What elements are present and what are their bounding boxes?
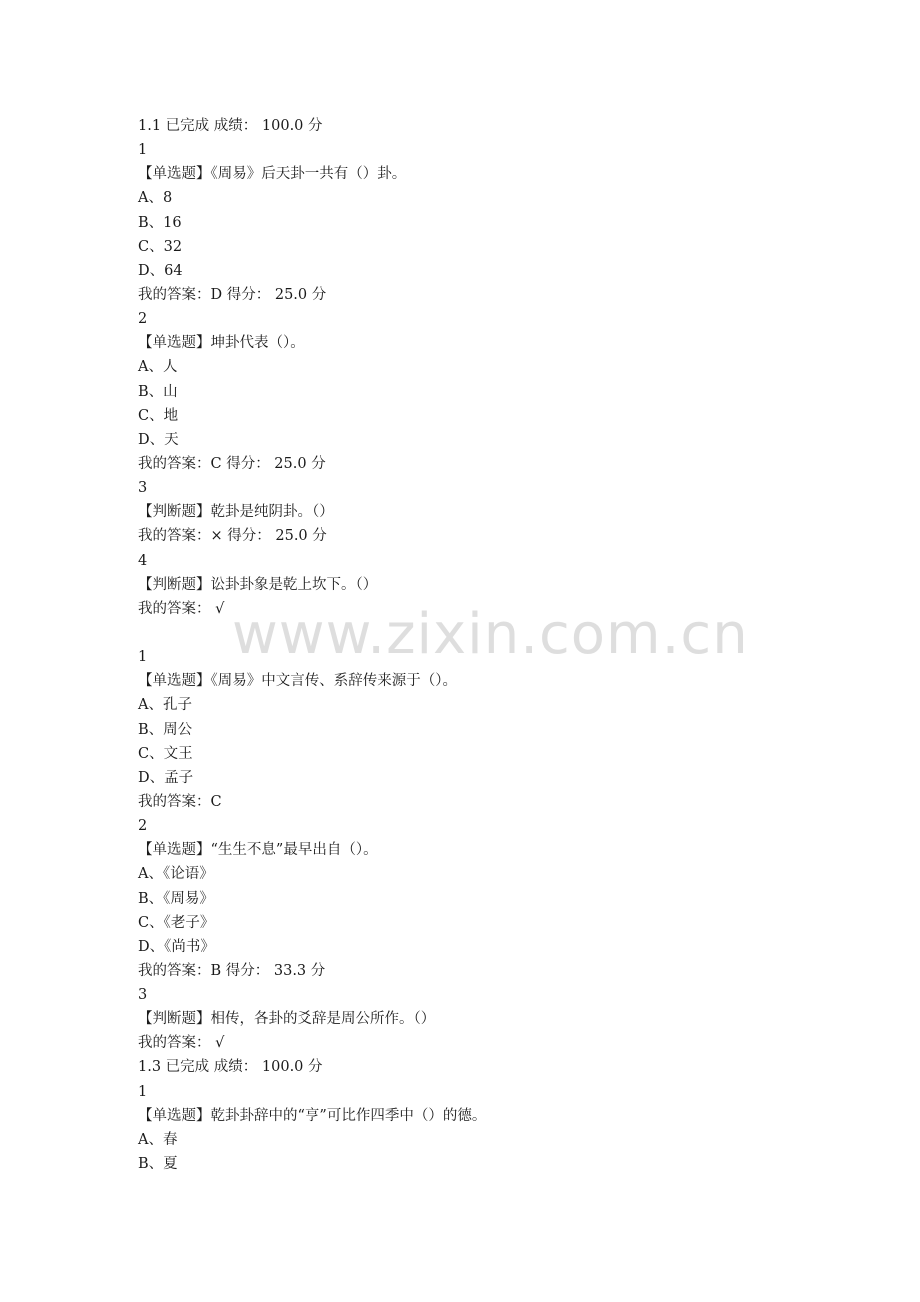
text-line: A、孔子: [138, 697, 192, 714]
text-line: 我的答案：C: [138, 793, 222, 810]
text-line: 【判断题】乾卦是纯阴卦。（）: [138, 504, 334, 521]
text-line: 我的答案： √: [138, 600, 225, 617]
document-body: [138, 114, 838, 1176]
text-line: B、16: [138, 214, 182, 231]
blank-line: [138, 621, 838, 645]
text-line: 1.1 已完成 成绩： 100.0 分: [138, 118, 323, 134]
text-line: 我的答案： √: [138, 1035, 225, 1052]
text-line: 3: [138, 987, 148, 1004]
text-line: 我的答案：× 得分： 25.0 分: [138, 528, 327, 545]
text-line: 1: [138, 649, 148, 666]
text-line: C、《老子》: [138, 914, 215, 931]
text-line: B、山: [138, 383, 178, 400]
text-line: A、春: [138, 1131, 178, 1148]
text-line: 1.3 已完成 成绩： 100.0 分: [138, 1059, 323, 1076]
text-line: 1: [138, 1083, 148, 1100]
text-line: 我的答案：C 得分： 25.0 分: [138, 455, 326, 472]
text-line: 【单选题】《周易》后天卦一共有（）卦。: [138, 166, 407, 183]
text-line: 【判断题】相传，各卦的爻辞是周公所作。（）: [138, 1011, 436, 1028]
text-line: 【单选题】坤卦代表（）。: [138, 335, 305, 352]
watermark: www.zixin.com.cn: [232, 602, 749, 667]
text-line: A、《论语》: [138, 866, 214, 883]
text-line: 3: [138, 480, 148, 497]
text-line: A、8: [138, 190, 173, 207]
text-line: 【单选题】乾卦卦辞中的“亨”可比作四季中（）的德。: [138, 1107, 487, 1124]
text-line: 我的答案：D 得分： 25.0 分: [138, 286, 327, 303]
text-line: B、夏: [138, 1156, 178, 1173]
text-line: 【判断题】讼卦卦象是乾上坎下。（）: [138, 576, 378, 593]
text-line: C、文王: [138, 745, 193, 762]
text-line: 1: [138, 142, 148, 159]
text-line: D、《尚书》: [138, 938, 215, 955]
text-line: A、人: [138, 359, 178, 376]
text-line: D、天: [138, 431, 179, 448]
text-line: 2: [138, 818, 148, 835]
text-line: B、周公: [138, 721, 193, 738]
text-line: 【单选题】《周易》中文言传、系辞传来源于（）。: [138, 673, 457, 690]
text-line: C、32: [138, 238, 183, 255]
text-line: 【单选题】“生生不息”最早出自（）。: [138, 842, 378, 859]
text-line: 我的答案：B 得分： 33.3 分: [138, 962, 326, 979]
text-line: 4: [138, 552, 148, 569]
text-line: D、64: [138, 262, 183, 279]
text-line: C、地: [138, 407, 179, 424]
text-line: 2: [138, 311, 148, 328]
text-line: D、孟子: [138, 769, 194, 786]
text-line: B、《周易》: [138, 890, 214, 907]
